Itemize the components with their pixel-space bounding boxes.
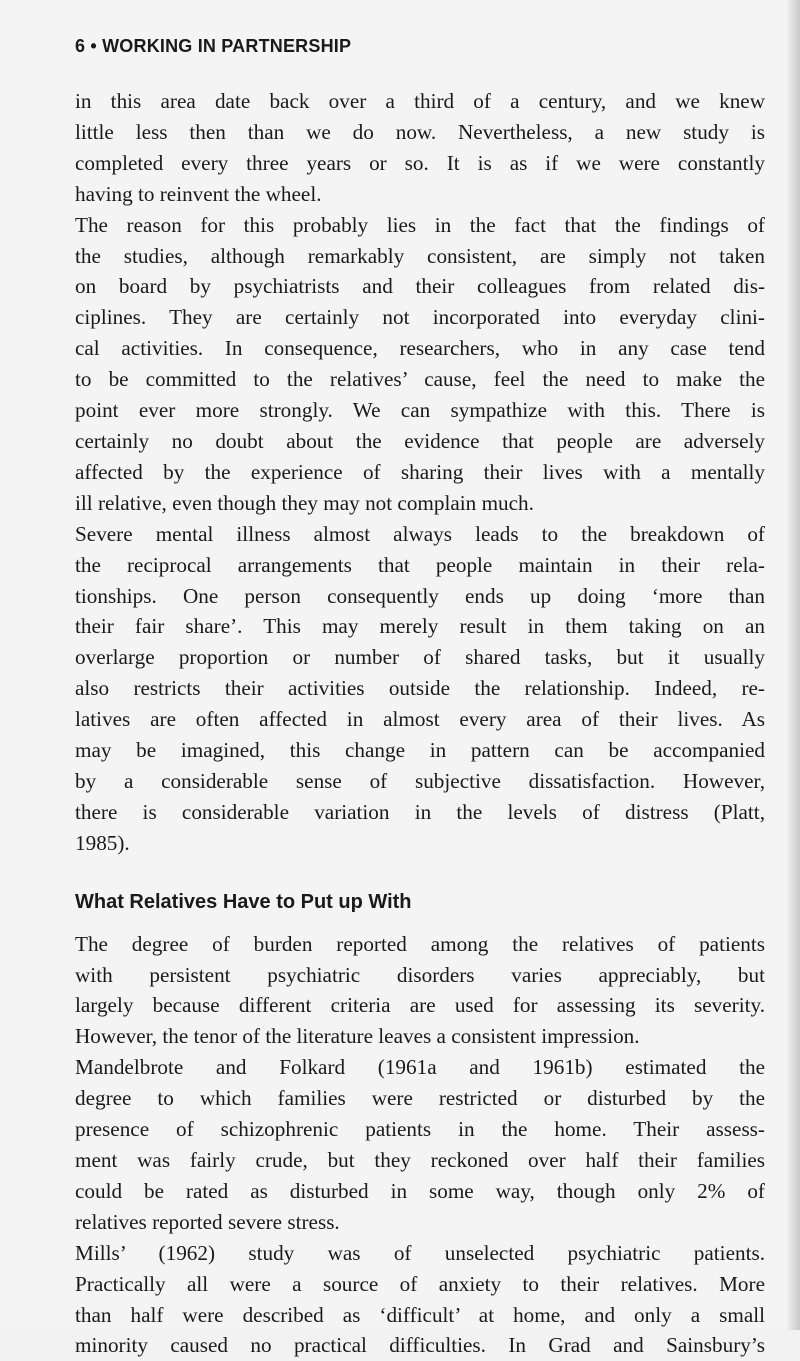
- text-line: Practically all were a source of anxiety to their relatives. More: [75, 1271, 765, 1296]
- text-line: Severe mental illness almost always leads to the breakdown of: [75, 521, 765, 546]
- text-line: cal activities. In consequence, researchers, who in any case tend: [75, 336, 765, 361]
- text-line: The degree of burden reported among the relatives of patients: [75, 931, 765, 956]
- paragraph: [75, 929, 765, 1053]
- text-line: presence of schizophrenic patients in the home. Their assess-: [75, 1117, 765, 1142]
- text-line: there is considerable variation in the levels of distress (Platt,: [75, 799, 765, 824]
- paragraph: [75, 210, 765, 519]
- body-text-after-heading: [75, 929, 765, 1361]
- text-line: Mills’ (1962) study was of unselected psychiatric patients.: [75, 1240, 765, 1265]
- text-line: largely because different criteria are used for assessing its severity.: [75, 993, 765, 1018]
- text-line: ciplines. They are certainly not incorporated into everyday clini-: [75, 305, 765, 330]
- text-line: certainly no doubt about the evidence that people are adversely: [75, 428, 765, 453]
- text-line: also restricts their activities outside the relationship. Indeed, re-: [75, 676, 765, 701]
- page-body: [75, 86, 765, 1361]
- text-line: Mandelbrote and Folkard (1961a and 1961b) estimated the: [75, 1055, 765, 1080]
- text-line: relatives reported severe stress.: [75, 1209, 340, 1234]
- text-line: having to reinvent the wheel.: [75, 181, 322, 206]
- text-line: degree to which families were restricted or disturbed by the: [75, 1086, 765, 1111]
- text-line: than half were described as ‘difficult’ at home, and only a small: [75, 1302, 765, 1327]
- text-line: ment was fairly crude, but they reckoned over half their families: [75, 1148, 765, 1172]
- paragraph: [75, 1238, 765, 1361]
- text-line: 1985).: [75, 830, 130, 855]
- text-line: by a considerable sense of subjective dissatisfaction. However,: [75, 768, 765, 793]
- text-line: point ever more strongly. We can sympathize with this. There is: [75, 398, 765, 423]
- body-text-before-heading: [75, 86, 765, 859]
- text-line: overlarge proportion or number of shared tasks, but it usually: [75, 645, 765, 670]
- text-line: on board by psychiatrists and their colleagues from related dis-: [75, 274, 765, 299]
- text-line: the reciprocal arrangements that people maintain in their rela-: [75, 552, 765, 577]
- text-line: completed every three years or so. It is as if we were constantly: [75, 150, 765, 175]
- text-line: latives are often affected in almost every area of their lives. As: [75, 707, 765, 732]
- text-line: the studies, although remarkably consistent, are simply not taken: [75, 243, 765, 268]
- text-line: tionships. One person consequently ends up doing ‘more than: [75, 583, 765, 608]
- section-heading: What Relatives Have to Put up With: [75, 890, 412, 913]
- text-line: little less then than we do now. Nevertheless, a new study is: [75, 119, 765, 144]
- paragraph: [75, 86, 765, 210]
- text-line: However, the tenor of the literature leaves a consistent impression.: [75, 1024, 640, 1049]
- text-line: with persistent psychiatric disorders varies appreciably, but: [75, 962, 765, 987]
- running-head: 6 • WORKING IN PARTNERSHIP: [75, 36, 352, 56]
- text-line: may be imagined, this change in pattern can be accompanied: [75, 738, 765, 763]
- paragraph: [75, 1052, 765, 1237]
- text-line: in this area date back over a third of a century, and we knew: [75, 89, 765, 113]
- text-line: minority caused no practical difficulties. In Grad and Sainsbury’s: [75, 1333, 765, 1358]
- text-line: to be committed to the relatives’ cause, feel the need to make the: [75, 367, 765, 392]
- text-line: The reason for this probably lies in the fact that the findings of: [75, 212, 765, 237]
- text-line: could be rated as disturbed in some way, though only 2% of: [75, 1178, 765, 1203]
- text-line: their fair share’. This may merely result in them taking on an: [75, 614, 765, 639]
- text-line: affected by the experience of sharing their lives with a mentally: [75, 459, 765, 484]
- page-edge-shadow: [786, 0, 800, 1330]
- paragraph: [75, 519, 765, 859]
- text-line: ill relative, even though they may not complain much.: [75, 490, 534, 515]
